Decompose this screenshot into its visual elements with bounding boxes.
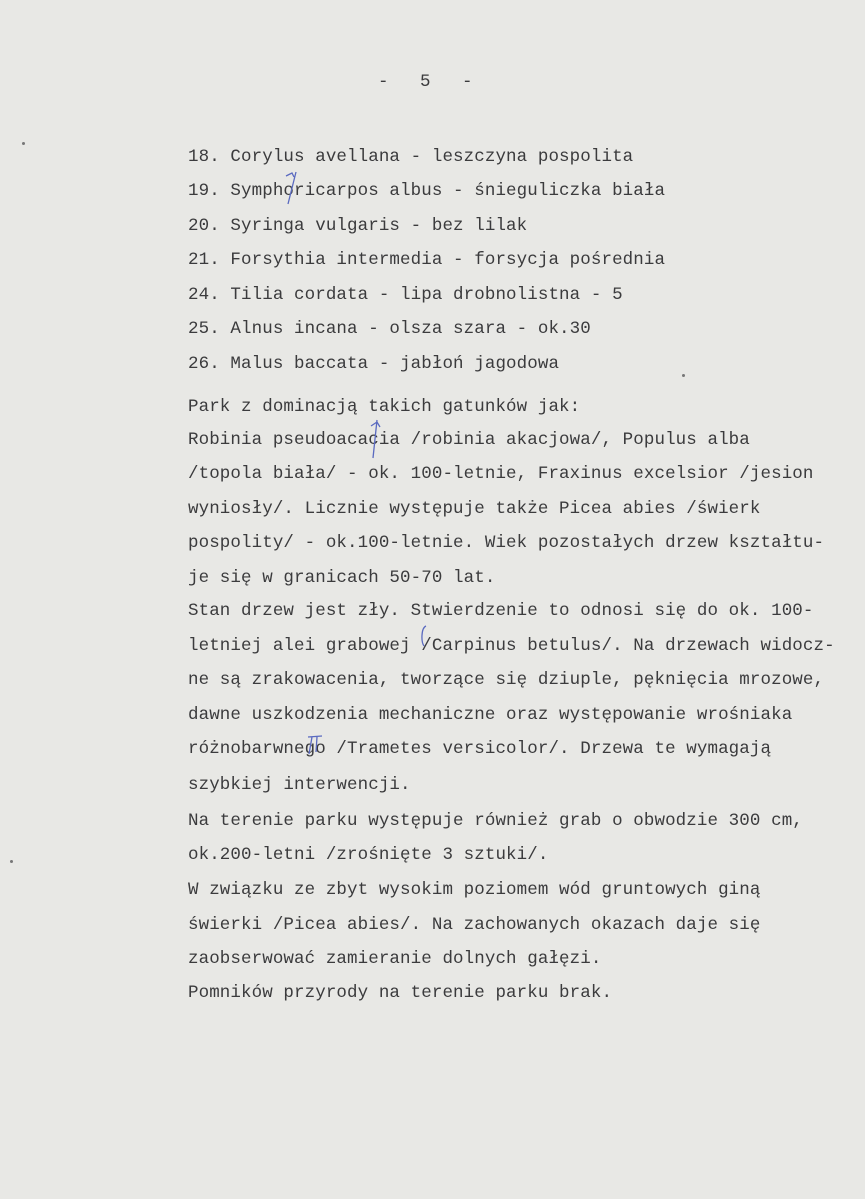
scan-speck: [22, 142, 25, 145]
pen-correction-mark: [367, 418, 383, 462]
list-item: 20. Syringa vulgaris - bez lilak: [188, 216, 528, 236]
text-line: zaobserwować zamieranie dolnych gałęzi.: [188, 949, 602, 969]
pen-correction-mark: [306, 734, 324, 756]
list-item: 19. Symphoricarpos albus - śnieguliczka biała: [188, 181, 666, 201]
text-line: Robinia pseudoacacia /robinia akacjowa/, Populus alba: [188, 430, 750, 450]
text-line: wyniosły/. Licznie występuje także Picea abies /świerk: [188, 499, 761, 519]
list-item: 26. Malus baccata - jabłoń jagodowa: [188, 354, 560, 374]
text-line: letniej alei grabowej /Carpinus betulus/. Na drzewach widocz-: [188, 636, 835, 656]
list-item: 25. Alnus incana - olsza szara - ok.30: [188, 319, 591, 339]
pen-correction-mark: [418, 624, 430, 648]
text-line: je się w granicach 50-70 lat.: [188, 568, 496, 588]
text-line: Stan drzew jest zły. Stwierdzenie to odnosi się do ok. 100-: [188, 601, 814, 621]
text-line: świerki /Picea abies/. Na zachowanych okazach daje się: [188, 915, 761, 935]
text-line: /topola biała/ - ok. 100-letnie, Fraxinus excelsior /jesion: [188, 464, 814, 484]
text-line: szybkiej interwencji.: [188, 775, 411, 795]
text-line: Na terenie parku występuje również grab o obwodzie 300 cm,: [188, 811, 803, 831]
pen-correction-mark: [282, 170, 302, 206]
text-line: dawne uszkodzenia mechaniczne oraz występowanie wrośniaka: [188, 705, 793, 725]
text-line: ok.200-letni /zrośnięte 3 sztuki/.: [188, 845, 549, 865]
scan-speck: [682, 374, 685, 377]
scan-speck: [10, 860, 13, 863]
text-line: W związku ze zbyt wysokim poziomem wód gruntowych giną: [188, 880, 761, 900]
page-number: - 5 -: [378, 72, 473, 92]
text-line: ne są zrakowacenia, tworzące się dziuple, pęknięcia mrozowe,: [188, 670, 825, 690]
text-line: Pomników przyrody na terenie parku brak.: [188, 983, 613, 1003]
text-line: Park z dominacją takich gatunków jak:: [188, 397, 581, 417]
text-line: różnobarwnego /Trametes versicolor/. Drzewa te wymagają: [188, 739, 772, 759]
text-line: pospolity/ - ok.100-letnie. Wiek pozostałych drzew kształtu-: [188, 533, 825, 553]
list-item: 18. Corylus avellana - leszczyna pospolita: [188, 147, 634, 167]
list-item: 21. Forsythia intermedia - forsycja pośrednia: [188, 250, 666, 270]
list-item: 24. Tilia cordata - lipa drobnolistna - 5: [188, 285, 623, 305]
